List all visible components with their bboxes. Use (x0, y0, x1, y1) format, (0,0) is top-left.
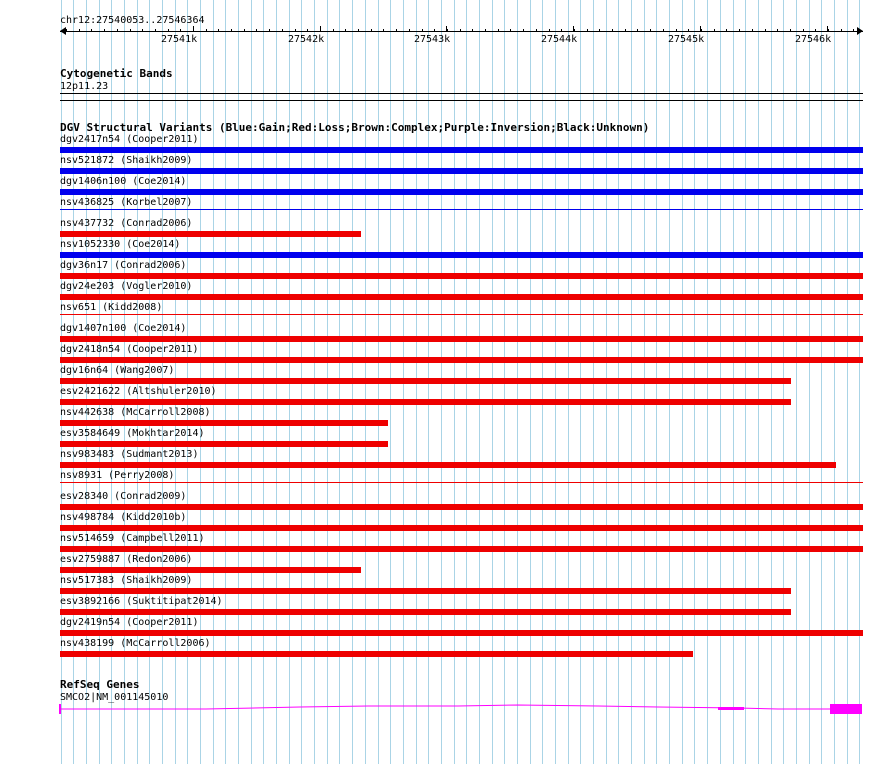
ruler-minor-tick (434, 29, 435, 32)
ruler-minor-tick (536, 29, 537, 32)
dgv-feature-label[interactable]: esv3584649 (Mokhtar2014) (60, 428, 205, 439)
ruler-position-label: chr12:27540053..27546364 (60, 15, 205, 26)
dgv-feature-label[interactable]: nsv651 (Kidd2008) (60, 302, 163, 313)
ruler-minor-tick (66, 29, 67, 32)
refseq-gene-label[interactable]: SMCO2|NM_001145010 (60, 692, 169, 703)
ruler-minor-tick (841, 29, 842, 32)
dgv-feature-label[interactable]: nsv437732 (Conrad2006) (60, 218, 193, 229)
ruler-minor-tick (777, 29, 778, 32)
ruler-minor-tick (714, 29, 715, 32)
ruler-minor-tick (104, 29, 105, 32)
ruler-minor-tick (472, 29, 473, 32)
ruler-minor-tick (218, 29, 219, 32)
ruler-minor-tick (79, 29, 80, 32)
ruler-minor-tick (256, 29, 257, 32)
ruler-minor-tick (383, 29, 384, 32)
dgv-feature-bar[interactable] (60, 420, 388, 426)
ruler-minor-tick (587, 29, 588, 32)
cytoband-top-border (60, 93, 863, 94)
dgv-feature-label[interactable]: nsv436825 (Korbel2007) (60, 197, 193, 208)
dgv-feature-label[interactable]: nsv498784 (Kidd2010b) (60, 512, 187, 523)
ruler-minor-tick (739, 29, 740, 32)
ruler-minor-tick (498, 29, 499, 32)
ruler-minor-tick (206, 29, 207, 32)
tick-label-27546k: 27546k (795, 34, 832, 45)
ruler-minor-tick (815, 29, 816, 32)
ruler-minor-tick (358, 29, 359, 32)
ruler-minor-tick (307, 29, 308, 32)
ruler-minor-tick (561, 29, 562, 32)
tick-label-27544k: 27544k (541, 34, 578, 45)
ruler-minor-tick (650, 29, 651, 32)
ruler-minor-tick (460, 29, 461, 32)
ruler-minor-tick (231, 29, 232, 32)
dgv-feature-label[interactable]: dgv36n17 (Conrad2006) (60, 260, 187, 271)
dgv-feature-label[interactable]: esv28340 (Conrad2009) (60, 491, 187, 502)
dgv-feature-label[interactable]: esv3892166 (Suktitipat2014) (60, 596, 223, 607)
ruler-minor-tick (345, 29, 346, 32)
dgv-feature-label[interactable]: nsv514659 (Campbell2011) (60, 533, 205, 544)
ruler-minor-tick (282, 29, 283, 32)
dgv-feature-bar[interactable] (60, 378, 791, 384)
dgv-feature-label[interactable]: nsv438199 (McCarroll2006) (60, 638, 211, 649)
dgv-feature-label[interactable]: nsv8931 (Perry2008) (60, 470, 175, 481)
dgv-feature-thin-line[interactable] (60, 209, 863, 210)
gene-end-exon (830, 704, 862, 714)
ruler-minor-tick (663, 29, 664, 32)
dgv-feature-label[interactable]: nsv521872 (Shaikh2009) (60, 155, 193, 166)
ruler-minor-tick (574, 29, 575, 32)
ruler-minor-tick (422, 29, 423, 32)
ruler-minor-tick (612, 29, 613, 32)
ruler-minor-tick (269, 29, 270, 32)
ruler-minor-tick (853, 29, 854, 32)
ruler-minor-tick (625, 29, 626, 32)
ruler-minor-tick (510, 29, 511, 32)
dgv-feature-bar[interactable] (60, 525, 863, 531)
ruler-minor-tick (726, 29, 727, 32)
gene-intron-line (61, 705, 830, 709)
refseq-track-title[interactable]: RefSeq Genes (60, 678, 140, 691)
ruler-minor-tick (180, 29, 181, 32)
dgv-feature-bar[interactable] (60, 462, 836, 468)
dgv-feature-label[interactable]: dgv2418n54 (Cooper2011) (60, 344, 199, 355)
dgv-feature-bar[interactable] (60, 252, 863, 258)
dgv-feature-bar[interactable] (60, 630, 863, 636)
dgv-feature-bar[interactable] (60, 147, 863, 153)
dgv-feature-thin-line[interactable] (60, 482, 863, 483)
ruler-minor-tick (117, 29, 118, 32)
dgv-feature-bar[interactable] (60, 441, 388, 447)
ruler-minor-tick (803, 29, 804, 32)
ruler-minor-tick (752, 29, 753, 32)
ruler-minor-tick (549, 29, 550, 32)
ruler-minor-tick (485, 29, 486, 32)
dgv-feature-label[interactable]: esv2421622 (Altshuler2010) (60, 386, 217, 397)
dgv-feature-bar[interactable] (60, 567, 361, 573)
ruler-minor-tick (599, 29, 600, 32)
refseq-gene-model[interactable] (58, 700, 864, 718)
ruler-minor-tick (701, 29, 702, 32)
ruler-minor-tick (91, 29, 92, 32)
ruler-minor-tick (790, 29, 791, 32)
dgv-feature-bar[interactable] (60, 189, 863, 195)
dgv-feature-label[interactable]: nsv442638 (McCarroll2008) (60, 407, 211, 418)
dgv-feature-label[interactable]: nsv1052330 (Coe2014) (60, 239, 181, 250)
tick-label-27542k: 27542k (288, 34, 325, 45)
dgv-feature-label[interactable]: dgv16n64 (Wang2007) (60, 365, 175, 376)
gene-start-exon (59, 704, 61, 714)
dgv-feature-bar[interactable] (60, 651, 693, 657)
ruler-minor-tick (168, 29, 169, 32)
dgv-feature-label[interactable]: dgv2417n54 (Cooper2011) (60, 134, 199, 145)
ruler-minor-tick (155, 29, 156, 32)
ruler-minor-tick (828, 29, 829, 32)
ruler-minor-tick (523, 29, 524, 32)
ruler-major-tick (320, 26, 321, 32)
ruler-minor-tick (409, 29, 410, 32)
dgv-feature-bar[interactable] (60, 609, 791, 615)
dgv-feature-bar[interactable] (60, 588, 791, 594)
tick-label-27541k: 27541k (161, 34, 198, 45)
dgv-feature-bar[interactable] (60, 168, 863, 174)
ruler-minor-tick (447, 29, 448, 32)
dgv-feature-label[interactable]: dgv1407n100 (Coe2014) (60, 323, 187, 334)
dgv-feature-label[interactable]: esv2759887 (Redon2006) (60, 554, 193, 565)
ruler-right-arrow (857, 27, 863, 35)
ruler-minor-tick (333, 29, 334, 32)
cytoband-track-title[interactable]: Cytogenetic Bands (60, 67, 173, 80)
ruler-minor-tick (396, 29, 397, 32)
ruler-major-tick (827, 26, 828, 32)
dgv-feature-bar[interactable] (60, 231, 361, 237)
ruler-minor-tick (676, 29, 677, 32)
tick-label-27545k: 27545k (668, 34, 705, 45)
cytoband-bottom-border (60, 100, 863, 101)
dgv-feature-label[interactable]: dgv1406n100 (Coe2014) (60, 176, 187, 187)
ruler-minor-tick (142, 29, 143, 32)
dgv-feature-thin-line[interactable] (60, 314, 863, 315)
dgv-feature-bar[interactable] (60, 546, 863, 552)
ruler-minor-tick (244, 29, 245, 32)
dgv-feature-bar[interactable] (60, 273, 863, 279)
gene-exon-middle (718, 707, 744, 710)
ruler-minor-tick (295, 29, 296, 32)
dgv-feature-label[interactable]: nsv517383 (Shaikh2009) (60, 575, 193, 586)
dgv-feature-label[interactable]: nsv983483 (Sudmant2013) (60, 449, 199, 460)
dgv-feature-bar[interactable] (60, 399, 791, 405)
ruler-major-tick (700, 26, 701, 32)
dgv-feature-bar[interactable] (60, 294, 863, 300)
dgv-track-title[interactable]: DGV Structural Variants (Blue:Gain;Red:Loss;Brown:Complex;Purple:Inversion;Black:Unknown) (60, 121, 650, 134)
cytoband-label: 12p11.23 (60, 81, 109, 92)
ruler-minor-tick (130, 29, 131, 32)
ruler-minor-tick (765, 29, 766, 32)
ruler-major-tick (446, 26, 447, 32)
tick-label-27543k: 27543k (414, 34, 451, 45)
ruler-minor-tick (371, 29, 372, 32)
ruler-minor-tick (637, 29, 638, 32)
ruler-major-tick (573, 26, 574, 32)
dgv-feature-label[interactable]: dgv2419n54 (Cooper2011) (60, 617, 199, 628)
dgv-feature-bar[interactable] (60, 357, 863, 363)
ruler-minor-tick (688, 29, 689, 32)
dgv-feature-bar[interactable] (60, 504, 863, 510)
dgv-feature-bar[interactable] (60, 336, 863, 342)
ruler-major-tick (193, 26, 194, 32)
dgv-feature-label[interactable]: dgv24e203 (Vogler2010) (60, 281, 193, 292)
